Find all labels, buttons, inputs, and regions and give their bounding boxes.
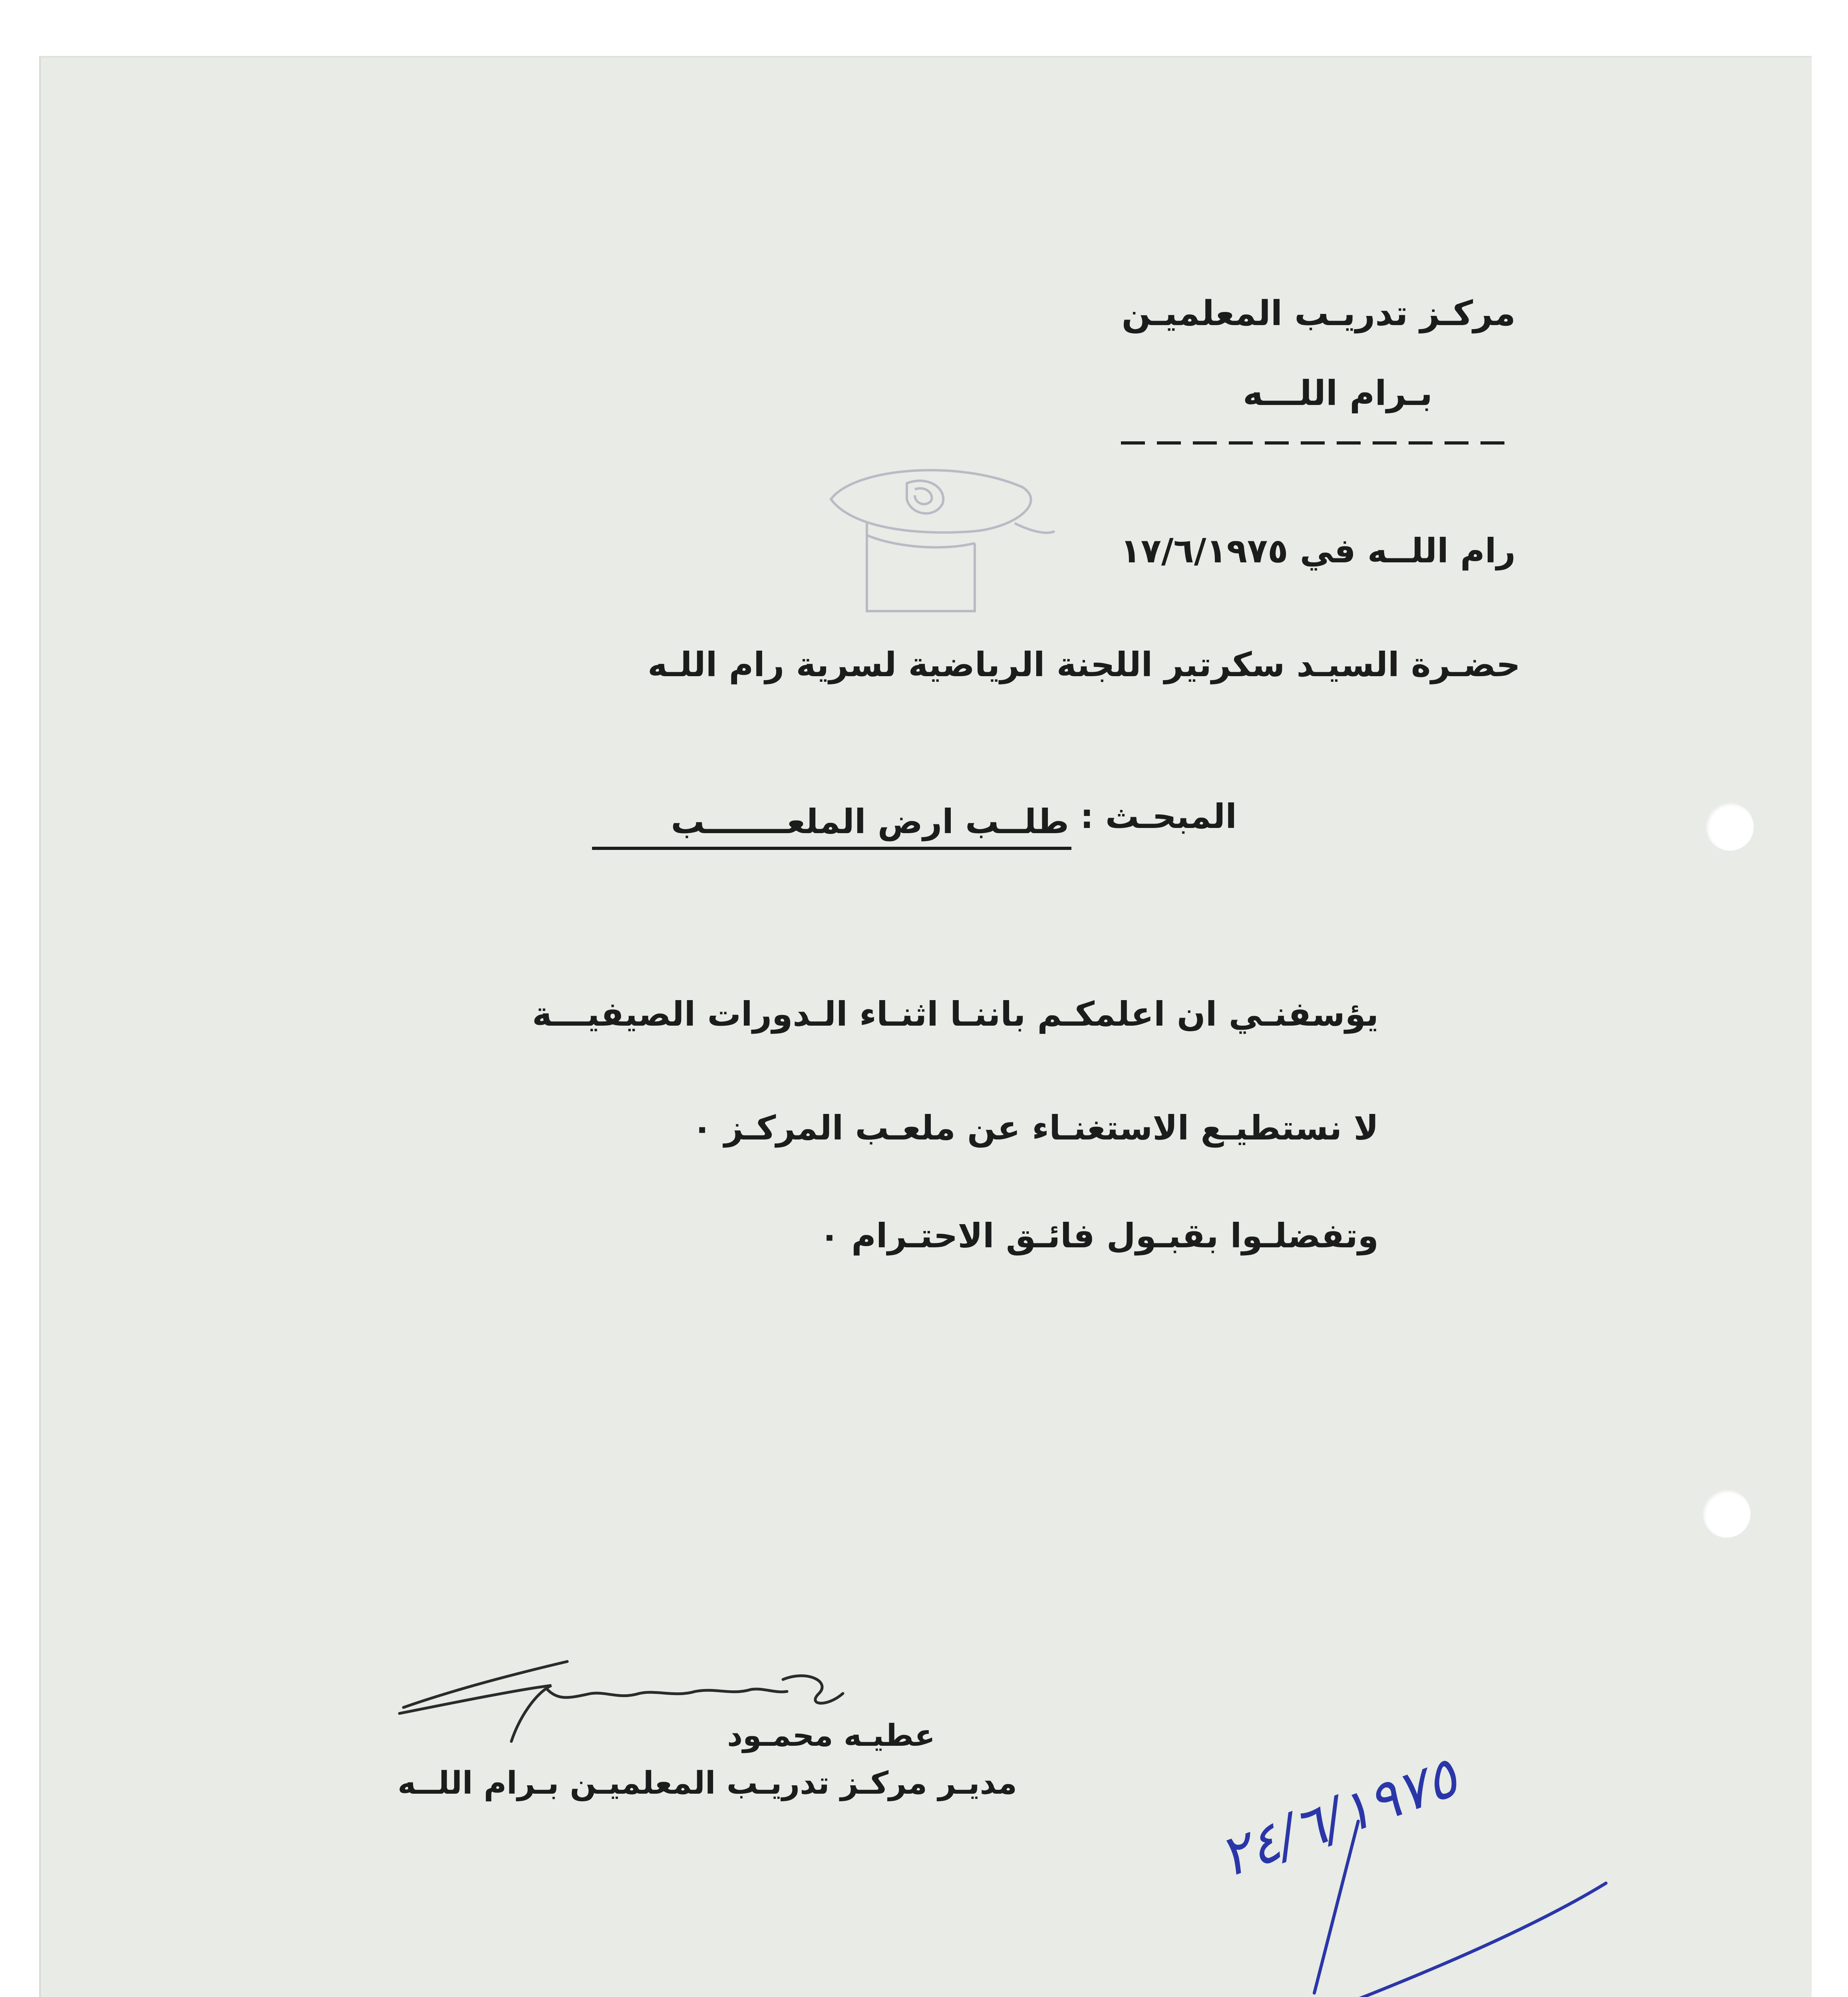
- punch-hole-bottom: [1703, 1490, 1751, 1538]
- subject-underline: [592, 847, 1071, 850]
- header-line2: بـرام اللـــه: [1243, 373, 1433, 413]
- addressee: حضـرة السيـد سكرتير اللجنة الرياضية لسرية رام اللـه: [648, 645, 1520, 684]
- punch-hole-top: [1706, 803, 1754, 851]
- body-line-1: يؤسفنـي ان اعلمكـم باننـا اثنـاء الـدورات الصيفيـــة: [532, 995, 1379, 1034]
- pencil-sketch: [807, 451, 1063, 619]
- subject-value: طلــب ارض الملعـــــــب: [671, 802, 1069, 841]
- header-divider: [1121, 441, 1516, 445]
- subject-label: المبحـث :: [1080, 797, 1237, 836]
- body-line-3: وتفضلـوا بقبـول فائـق الاحتـرام ٠: [819, 1216, 1379, 1255]
- signatory-name: عطيـه محمـود: [727, 1717, 935, 1753]
- date-line: رام اللــه في ١٧/٦/١٩٧٥: [1120, 531, 1516, 570]
- header-line1: مركـز تدريـب المعلميـن: [1121, 294, 1516, 333]
- signatory-title: مديـر مركـز تدريـب المعلميـن بـرام اللــه: [397, 1765, 1017, 1801]
- handwritten-date: ٢٤/٦/١٩٧٥: [1210, 1744, 1466, 1891]
- body-line-2: لا نستطيـع الاستغنـاء عن ملعـب المركـز ٠: [692, 1108, 1379, 1147]
